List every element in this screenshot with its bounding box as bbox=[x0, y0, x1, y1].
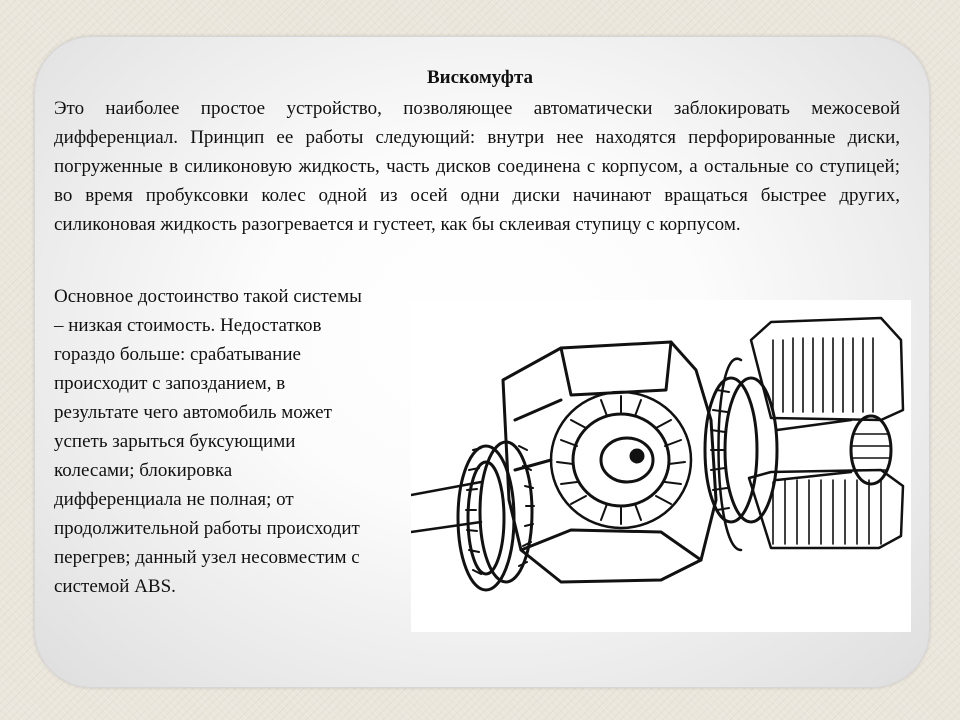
side-line: – низкая стоимость. Недостатков bbox=[54, 315, 322, 336]
side-line: колесами; блокировка bbox=[54, 460, 233, 481]
side-line: успеть зарыться буксующими bbox=[54, 431, 296, 452]
side-line: перегрев; данный узел несовместим с bbox=[54, 547, 360, 568]
side-line: происходит с запозданием, в bbox=[54, 373, 286, 394]
intro-paragraph: Это наиболее простое устройство, позволяющее автоматически заблокировать межосевой дифференциал. Принцип ее работы следующий: внутри нее находятся перфорированные диски, погруженные в силиконовую жидкость, часть дисков соединена с корпусом, а остальные со ступицей; во время пробуксовки колес одной из осей одни диски начинают вращаться быстрее других, силиконовая жидкость разогревается и густеет, как бы склеивая ступицу с корпусом. bbox=[54, 98, 900, 235]
side-line: Основное достоинство такой системы bbox=[54, 286, 362, 307]
slide-title: Вискомуфта bbox=[426, 67, 534, 88]
side-paragraph bbox=[54, 282, 454, 601]
side-line: дифференциала не полная; от bbox=[54, 489, 294, 510]
viscous-coupling-illustration bbox=[411, 300, 911, 632]
side-line: результате чего автомобиль может bbox=[54, 402, 332, 423]
side-line: гораздо больше: срабатывание bbox=[54, 344, 301, 365]
side-line: системой ABS. bbox=[54, 576, 176, 597]
side-line: продолжительной работы происходит bbox=[54, 518, 360, 539]
